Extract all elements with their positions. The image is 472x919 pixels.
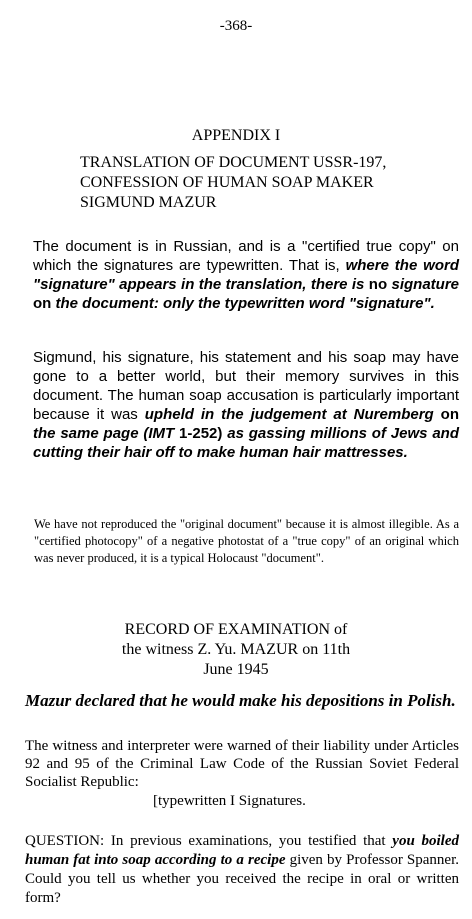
- emphasis-text: the same page (IMT: [33, 425, 175, 442]
- mazur-statement: Mazur declared that he would make his depositions in Polish.: [25, 691, 456, 710]
- emphasis-text: upheld in the judgement at Nuremberg: [144, 406, 434, 423]
- text-run: The document is in Russian, and is a "certified true copy" on which the signatures are typewritten. That is,: [33, 238, 459, 274]
- document-title: [80, 153, 460, 213]
- emphasis-text: you boiled human fat into soap according to a recipe: [25, 833, 459, 868]
- record-line: June 1945: [203, 661, 269, 678]
- emphasis-text: as gassing millions of Jews and cutting their hair off to make human hair mattresses.: [33, 425, 459, 461]
- question-paragraph: [25, 832, 459, 908]
- paragraph-note: We have not reproduced the "original document" because it is almost illegible. As a "certified photocopy" of a negative photostat of a "true copy" of an original which was never produced, it is a typical Holocaust "document".: [34, 517, 459, 565]
- document-title-line: TRANSLATION OF DOCUMENT USSR-197,: [80, 154, 387, 171]
- document-title-line: SIGMUND MAZUR: [80, 194, 217, 211]
- emphasis-text: signature: [391, 276, 459, 293]
- signatures-line: [typewritten I Signatures.: [153, 793, 306, 809]
- text-run: on: [33, 295, 56, 312]
- text-run: given by Professor Spanner. Could you tell us whether you received the recipe in oral or written form?: [25, 852, 459, 906]
- record-line: RECORD OF EXAMINATION of: [124, 621, 348, 638]
- record-line: the witness Z. Yu. MAZUR on 11th: [121, 641, 351, 658]
- page-number: -368-: [219, 18, 253, 34]
- document-title-line: CONFESSION OF HUMAN SOAP MAKER: [80, 174, 374, 191]
- text-run: QUESTION: In previous examinations, you testified that: [25, 833, 393, 849]
- emphasis-text: the document: only the typewritten word "signature".: [55, 295, 435, 312]
- paragraph-intro: [33, 237, 459, 313]
- emphasis-text: where the word "signature" appears in the translation, there is: [33, 257, 459, 293]
- record-heading: [0, 620, 472, 680]
- text-run: Sigmund, his signature, his statement and his soap may have gone to a better world, but their memory survives in this document. The human soap accusation is particularly important because it was: [33, 349, 459, 423]
- text-run: on: [433, 406, 459, 423]
- text-run: 1-252): [174, 425, 228, 442]
- text-run: no: [364, 276, 392, 293]
- appendix-heading: APPENDIX I: [191, 127, 281, 144]
- paragraph-soap-accusation: [33, 348, 459, 462]
- witness-warning: The witness and interpreter were warned of their liability under Articles 92 and 95 of the Criminal Law Code of the Russian Soviet Federal Socialist Republic:: [25, 738, 459, 790]
